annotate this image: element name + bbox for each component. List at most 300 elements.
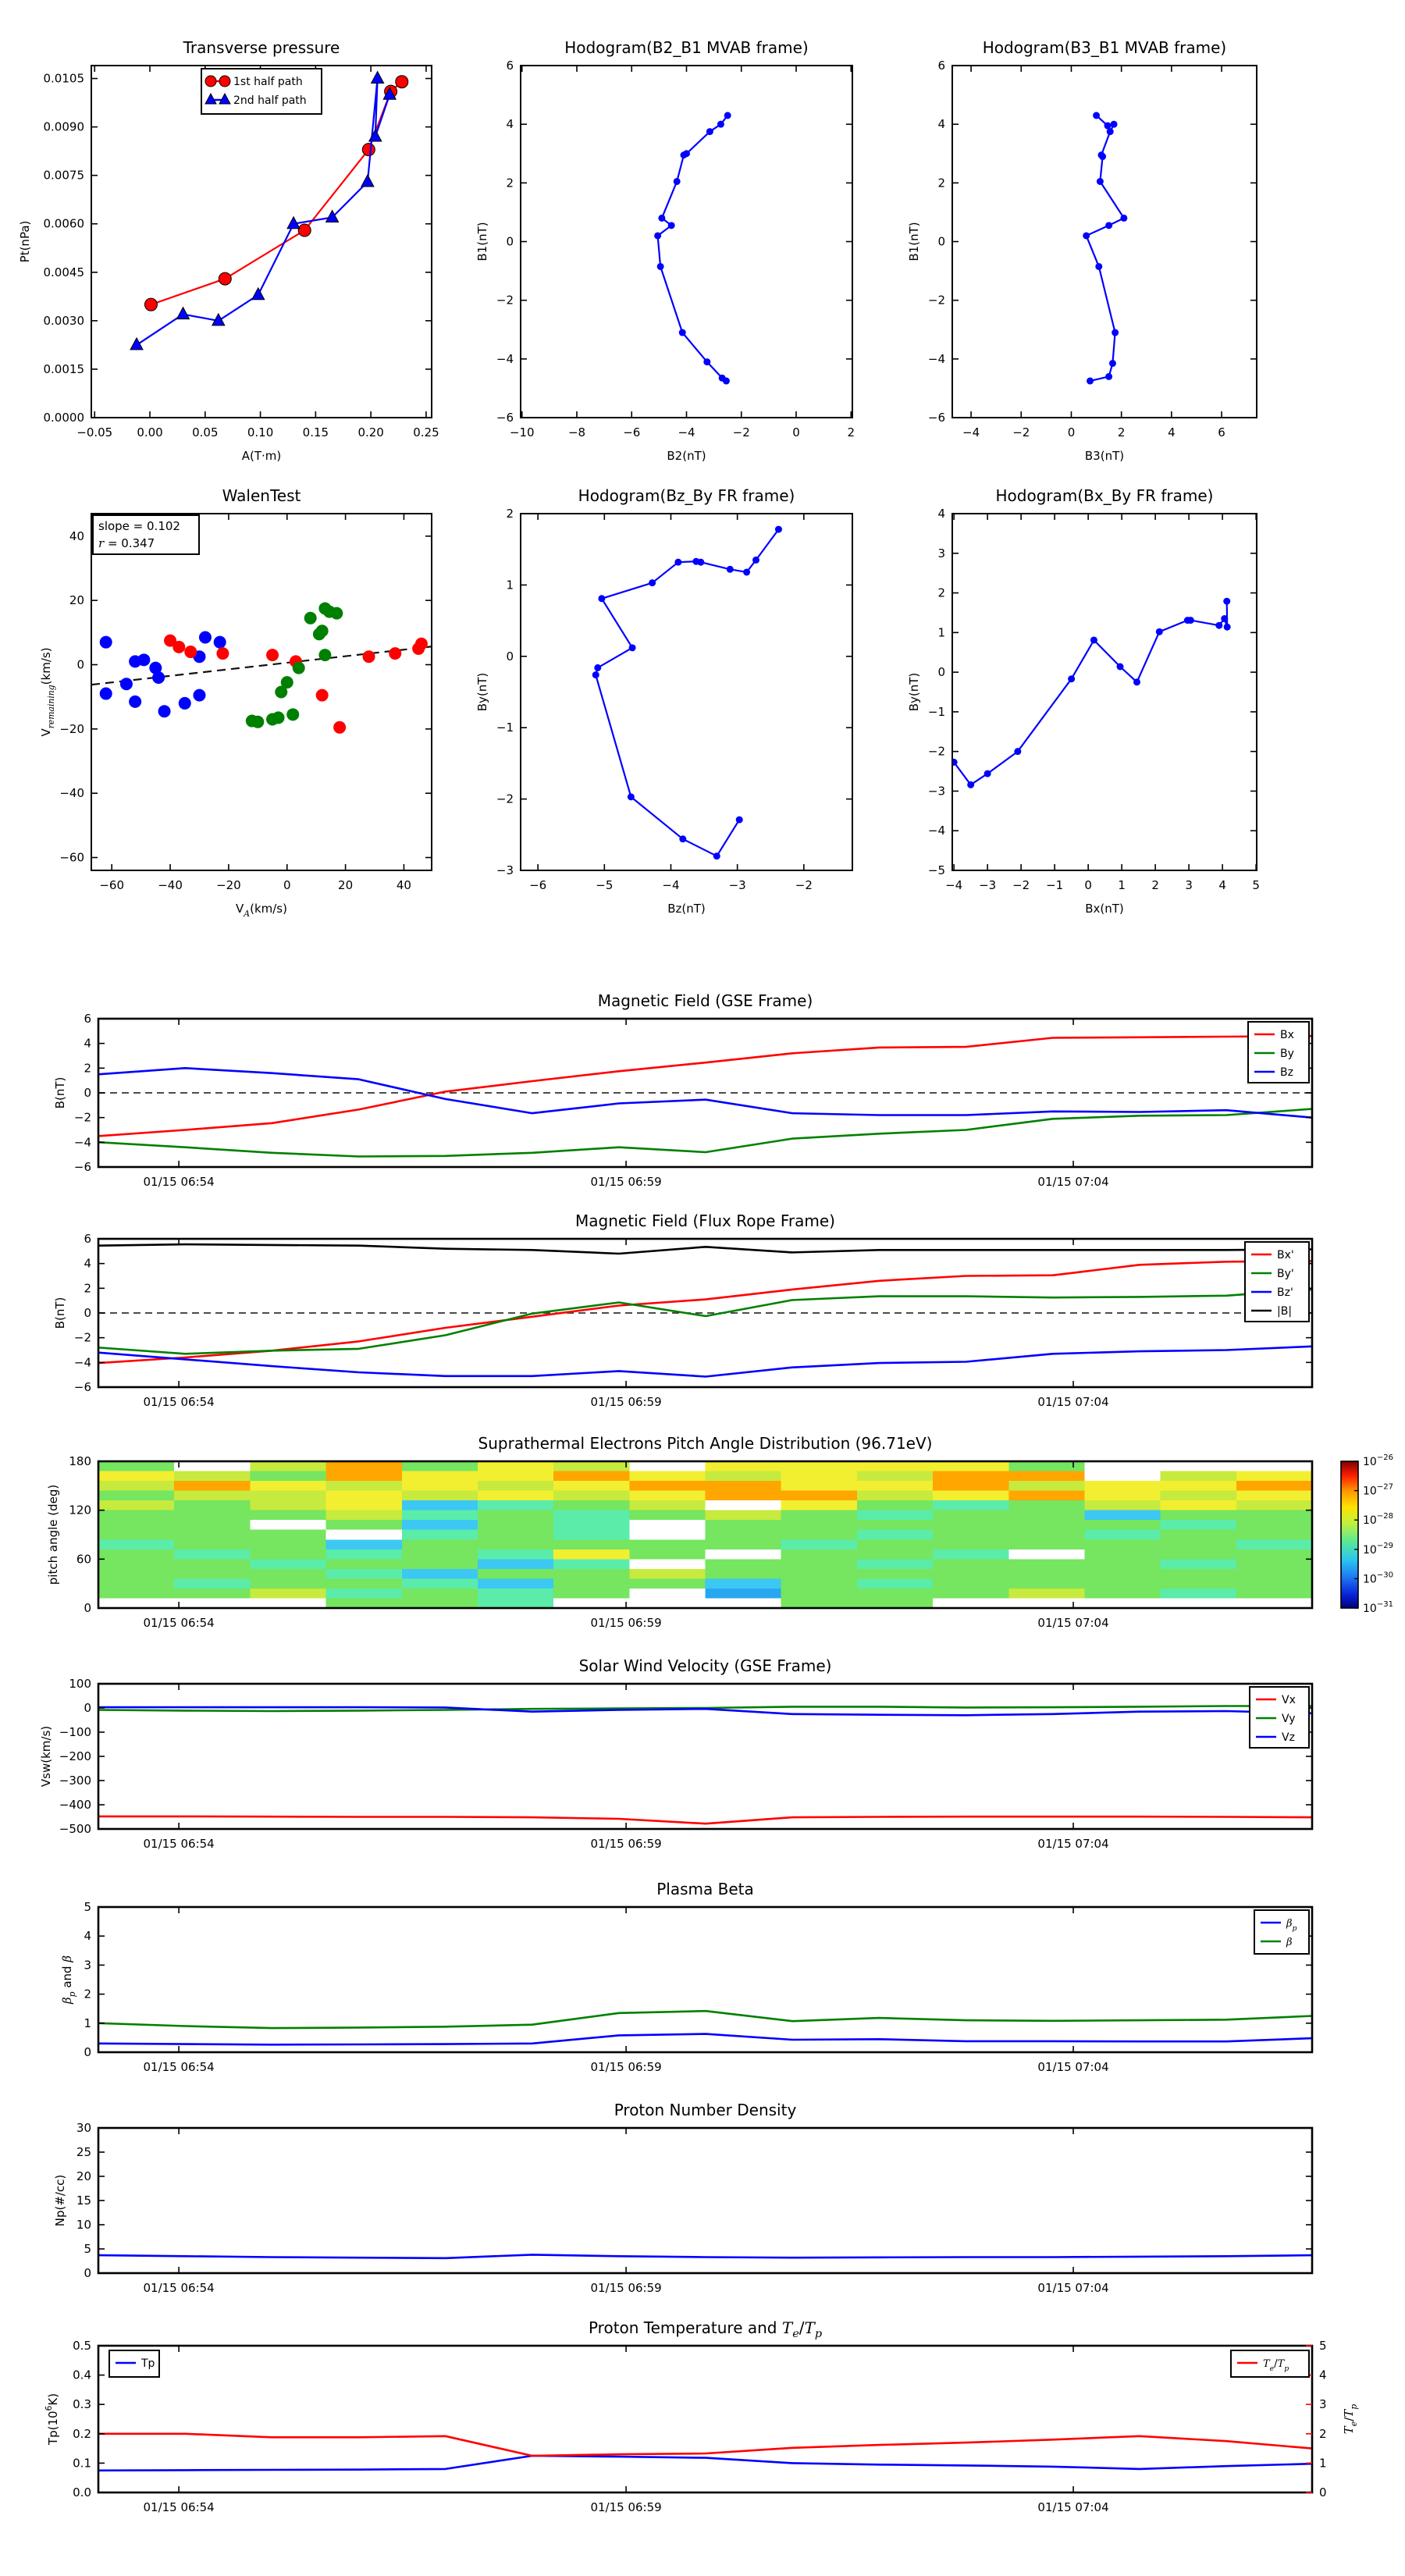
plot-element: −6 — [496, 411, 514, 425]
heatmap-cell — [174, 1491, 251, 1501]
plot-element: −2 — [496, 792, 514, 806]
panel-title — [578, 486, 795, 505]
y-tick-label — [69, 529, 84, 543]
legend — [1254, 1910, 1309, 1954]
panel-title — [478, 1434, 933, 1453]
heatmap-cell — [629, 1578, 706, 1589]
legend-label — [1280, 1029, 1294, 1041]
panel-magnetic-field-gse — [53, 991, 1312, 1189]
heatmap-cell — [402, 1491, 478, 1501]
legend-label — [1286, 1937, 1293, 1948]
heatmap-cell — [781, 1598, 858, 1608]
plot-element: Plasma Beta — [656, 1880, 754, 1898]
x-axis-label — [667, 449, 706, 463]
heatmap-cell — [1008, 1539, 1085, 1550]
heatmap-cell — [402, 1589, 478, 1599]
y-tick-label — [937, 586, 945, 600]
series-beta — [98, 2011, 1312, 2028]
heatmap-cell — [1236, 1520, 1313, 1530]
scatter-point — [389, 647, 401, 660]
axis-ticks — [952, 514, 1257, 870]
heatmap-cell — [174, 1520, 251, 1530]
plot-element: 15 — [76, 2194, 91, 2208]
heatmap-cell — [1008, 1500, 1085, 1510]
panel-pitch-angle-distribution — [46, 1434, 1393, 1630]
heatmap-cell — [478, 1481, 554, 1491]
heatmap-cell — [250, 1481, 326, 1491]
y-tick-label — [73, 2397, 91, 2411]
heatmap-cell — [402, 1461, 478, 1471]
plot-element: −3 — [927, 784, 945, 799]
plot-element: / — [1342, 2417, 1356, 2421]
series-Bx_By — [951, 598, 1231, 788]
plot-element: −4 — [962, 425, 980, 439]
plot-element: 6 — [84, 1012, 91, 1026]
heatmap-cell — [706, 1589, 782, 1599]
plot-element: −1 — [496, 720, 514, 735]
heatmap-cell — [478, 1530, 554, 1540]
plot-element: 01/15 06:59 — [590, 1395, 662, 1409]
heatmap-cell — [1236, 1461, 1313, 1471]
heatmap-cell — [1161, 1500, 1237, 1510]
y-tick-label — [84, 1958, 91, 1972]
plot-border — [91, 514, 432, 870]
plot-element: Proton Temperature and — [588, 2318, 782, 2337]
plot-element: 40 — [69, 528, 84, 543]
plot-border — [98, 1684, 1312, 1829]
data-point-triangle — [176, 308, 189, 319]
plot-element: 20 — [69, 593, 84, 608]
heatmap-cell — [98, 1550, 175, 1560]
plot-element: T — [1277, 2358, 1285, 2370]
heatmap-cell — [553, 1530, 630, 1540]
y-tick-label — [74, 1355, 91, 1369]
y-tick-label — [937, 625, 945, 639]
data-point-dot — [594, 664, 601, 671]
series-line — [98, 2434, 1312, 2456]
x-tick-label — [590, 1175, 661, 1189]
heatmap-cell — [326, 1550, 403, 1560]
heatmap-cell — [478, 1550, 554, 1560]
heatmap-cell — [781, 1530, 858, 1540]
legend-label — [1277, 1305, 1292, 1318]
y-axis-label — [53, 1077, 67, 1109]
plot-element: (km/s) — [250, 902, 287, 916]
plot-element: Proton Number Density — [614, 2101, 797, 2119]
plot-element: T — [1263, 2358, 1270, 2370]
heatmap-cell — [553, 1520, 630, 1530]
y-tick-label — [76, 2218, 91, 2232]
heatmap-cell — [1084, 1598, 1161, 1608]
heatmap-cell — [706, 1569, 782, 1579]
data-point-dot — [1014, 748, 1021, 755]
plot-element: 0.0030 — [43, 313, 84, 328]
y-tick-label — [84, 1281, 91, 1295]
heatmap-cell — [98, 1520, 175, 1530]
x-tick-label — [590, 1837, 661, 1851]
plot-element: 1 — [1319, 2456, 1327, 2471]
plot-element: 20 — [338, 878, 354, 892]
y-tick-label — [69, 1454, 91, 1468]
plot-element: p — [1284, 2364, 1289, 2373]
scatter-point — [316, 624, 329, 637]
plot-element: A — [244, 909, 251, 919]
data-point-dot — [674, 559, 681, 566]
plot-element: 01/15 06:59 — [590, 1175, 662, 1189]
plot-element: −28 — [1376, 1512, 1394, 1521]
panel-title — [575, 1212, 835, 1230]
plot-element: Hodogram(B3_B1 MVAB frame) — [982, 38, 1227, 57]
plot-element: 01/15 07:04 — [1037, 1837, 1109, 1851]
plot-element: −0.05 — [76, 425, 113, 439]
plot-element: 1 — [1118, 878, 1126, 892]
plot-element: 10 — [1363, 1485, 1377, 1498]
y-tick-label — [74, 1111, 91, 1125]
panel-title — [579, 1656, 832, 1675]
heatmap-cell — [629, 1598, 706, 1608]
heatmap-cell — [781, 1461, 858, 1471]
plot-element: 2 — [84, 1987, 91, 2001]
data-point-dot — [723, 378, 730, 385]
series-line — [596, 529, 778, 856]
x-tick-label — [1185, 878, 1193, 892]
series-line — [98, 2456, 1312, 2471]
heatmap-cell — [402, 1530, 478, 1540]
heatmap-cell — [326, 1530, 403, 1540]
x-tick-label — [568, 425, 585, 439]
data-point-circle — [144, 298, 157, 311]
plot-element: V — [39, 728, 53, 737]
heatmap-cell — [326, 1578, 403, 1589]
x-tick-label — [1037, 2060, 1108, 2074]
x-tick-label — [1218, 425, 1225, 439]
y-tick-label — [76, 2121, 91, 2135]
series-line — [98, 2034, 1312, 2045]
heatmap-cell — [933, 1559, 1009, 1569]
y-tick-label — [44, 411, 85, 425]
heatmap-cell — [478, 1598, 554, 1608]
plot-element: −1 — [1046, 878, 1064, 892]
y-tick-label — [496, 792, 514, 806]
legend-label — [1277, 1268, 1294, 1280]
heatmap-cell — [402, 1520, 478, 1530]
colorbar-tick-label — [1363, 1571, 1393, 1585]
heatmap-cell — [402, 1598, 478, 1608]
heatmap-cell — [553, 1471, 630, 1482]
legend — [1248, 1022, 1309, 1083]
plot-element: T — [1342, 2426, 1356, 2435]
heatmap-cell — [1008, 1589, 1085, 1599]
heatmap-cell — [553, 1559, 630, 1569]
y-tick-label — [496, 294, 514, 308]
plot-element: 4 — [506, 117, 514, 132]
panel-title — [598, 991, 813, 1010]
y-axis-label — [39, 647, 56, 736]
plot-element: 01/15 07:04 — [1037, 1616, 1109, 1630]
plot-border — [952, 66, 1257, 418]
data-point-dot — [703, 358, 710, 365]
panel-title — [995, 486, 1213, 505]
y-tick-label — [496, 863, 514, 877]
plot-element: 10 — [1363, 1603, 1377, 1615]
heatmap-cell — [781, 1550, 858, 1560]
plot-element: −4 — [73, 1355, 91, 1370]
heatmap-cell — [857, 1578, 934, 1589]
heatmap-cell — [706, 1461, 782, 1471]
plot-element: 0 — [506, 234, 514, 249]
heatmap-cell — [250, 1589, 326, 1599]
heatmap-cell — [98, 1461, 175, 1471]
panel-proton-number-density — [53, 2101, 1312, 2295]
x-tick-label — [510, 425, 535, 439]
y-tick-label — [84, 2266, 91, 2280]
right-tick-label — [1319, 2485, 1327, 2500]
heatmap-cell — [478, 1559, 554, 1569]
y-tick-label — [44, 362, 85, 376]
plot-element: −27 — [1376, 1482, 1394, 1492]
heatmap-cell — [402, 1569, 478, 1579]
heatmap-cell — [174, 1539, 251, 1550]
plot-element: 0.1 — [73, 2456, 91, 2471]
x-tick-label — [247, 425, 273, 439]
data-point-dot — [1223, 598, 1230, 605]
series-line — [658, 116, 728, 381]
scatter-point — [100, 688, 112, 700]
heatmap-cell — [706, 1530, 782, 1540]
heatmap-cell — [1161, 1491, 1237, 1501]
data-point-dot — [1116, 664, 1123, 671]
heatmap-cell — [629, 1500, 706, 1510]
scatter-point — [316, 689, 329, 702]
scatter-point — [266, 649, 279, 661]
data-point-dot — [1156, 628, 1163, 635]
heatmap-cell — [1161, 1481, 1237, 1491]
plot-element: 01/15 06:54 — [143, 2060, 215, 2074]
heatmap-cell — [402, 1539, 478, 1550]
y-tick-label — [928, 705, 945, 719]
plot-element: 30 — [76, 2121, 91, 2135]
plot-element: Vx — [1282, 1694, 1296, 1706]
heatmap-cell — [326, 1461, 403, 1471]
heatmap-cell — [1161, 1510, 1237, 1521]
heatmap-cell — [250, 1539, 326, 1550]
plot-element: 01/15 06:59 — [590, 2060, 662, 2074]
data-point-dot — [592, 671, 599, 678]
heatmap-cell — [98, 1569, 175, 1579]
heatmap-cell — [326, 1471, 403, 1482]
plot-element: −3 — [496, 863, 514, 877]
x-tick-label — [979, 878, 996, 892]
x-tick-label — [847, 425, 855, 439]
plot-element: 2 — [1117, 425, 1126, 439]
annotation-line — [98, 519, 180, 533]
series-line — [98, 1244, 1312, 1254]
heatmap-cell — [553, 1510, 630, 1521]
legend — [1245, 1242, 1309, 1322]
plot-element: 10 — [1363, 1573, 1377, 1586]
heatmap-cell — [250, 1471, 326, 1482]
axis-ticks — [521, 514, 852, 870]
scatter-point — [293, 662, 305, 674]
plot-element: −20 — [59, 721, 84, 736]
x-tick-label — [144, 1395, 215, 1409]
data-point-triangle — [369, 130, 382, 141]
heatmap-cell — [629, 1520, 706, 1530]
scatter-first-third — [100, 632, 226, 718]
heatmap-cell — [250, 1491, 326, 1501]
plot-element: 0 — [937, 234, 945, 249]
scatter-point — [137, 653, 150, 666]
plot-element: e — [1349, 2421, 1359, 2427]
x-axis-label — [667, 902, 706, 916]
heatmap-cell — [478, 1461, 554, 1471]
plot-element: 10 — [76, 2218, 91, 2232]
plot-element: Np(#/cc) — [53, 2174, 67, 2227]
heatmap-cell — [629, 1589, 706, 1599]
y-tick-label — [84, 1929, 91, 1943]
heatmap-cell — [1161, 1578, 1237, 1589]
series-line — [98, 1816, 1312, 1823]
data-point-triangle — [372, 72, 384, 84]
plot-element: 0 — [84, 1306, 91, 1320]
heatmap-cell — [1236, 1578, 1313, 1589]
x-tick-label — [397, 878, 411, 892]
heatmap-cell — [326, 1510, 403, 1521]
plot-element: −40 — [158, 878, 183, 892]
heatmap-cell — [781, 1569, 858, 1579]
plot-element: 01/15 07:04 — [1037, 2281, 1109, 2295]
heatmap-cell — [1236, 1500, 1313, 1510]
plot-element: 2nd half path — [233, 94, 307, 107]
panel-solar-wind-velocity — [39, 1656, 1312, 1851]
x-tick-label — [158, 878, 183, 892]
heatmap-cell — [174, 1550, 251, 1560]
x-tick-label — [192, 425, 218, 439]
plot-element: −5 — [596, 878, 614, 892]
plot-element: −60 — [99, 878, 125, 892]
plot-element: 5 — [1252, 878, 1260, 892]
scatter-point — [214, 636, 226, 649]
x-tick-label — [144, 2500, 215, 2514]
y-tick-label — [937, 235, 945, 249]
heatmap-cell — [781, 1578, 858, 1589]
heatmap-cell — [933, 1550, 1009, 1560]
heatmap-cell — [781, 1500, 858, 1510]
plot-element: 4 — [937, 507, 945, 521]
scatter-point — [272, 711, 285, 724]
y-tick-label — [59, 1725, 91, 1739]
scatter-point — [199, 632, 212, 644]
y-axis-label — [475, 673, 489, 712]
plot-element: Bx — [1280, 1029, 1294, 1041]
plot-element: 0 — [84, 1701, 91, 1715]
scatter-point — [158, 705, 171, 717]
x-tick-label — [1168, 425, 1176, 439]
x-tick-label — [137, 425, 162, 439]
plot-element: By(nT) — [475, 672, 489, 712]
annotation-box — [93, 515, 199, 554]
heatmap-cell — [402, 1500, 478, 1510]
y-tick-label — [76, 2169, 91, 2183]
heatmap-cell — [98, 1471, 175, 1482]
legend-label — [233, 76, 303, 88]
data-point-dot — [1221, 615, 1228, 622]
data-point-dot — [984, 770, 991, 777]
data-point-dot — [1093, 112, 1100, 119]
legend-label — [233, 94, 307, 107]
heatmap-cell — [174, 1589, 251, 1599]
heatmap-cell — [706, 1520, 782, 1530]
plot-element: −200 — [59, 1749, 91, 1763]
legend-label — [1282, 1694, 1296, 1706]
plot-element: −2 — [795, 878, 813, 892]
legend-label — [1277, 1286, 1293, 1299]
heatmap-cell — [933, 1461, 1009, 1471]
plot-element: 0 — [84, 1086, 91, 1100]
y-tick-label — [59, 851, 84, 865]
heatmap-cell — [553, 1569, 630, 1579]
plot-element: 01/15 06:54 — [143, 1175, 215, 1189]
axis-ticks — [98, 1684, 1312, 1829]
heatmap-cell — [553, 1589, 630, 1599]
x-tick-label — [733, 425, 750, 439]
y-tick-label — [506, 59, 514, 73]
x-tick-label — [962, 425, 980, 439]
data-point-triangle — [252, 288, 265, 300]
heatmap-cell — [1236, 1481, 1313, 1491]
heatmap-cell — [933, 1539, 1009, 1550]
panel-title — [656, 1880, 754, 1898]
y-axis-label — [39, 1726, 53, 1787]
heatmap-cell — [857, 1559, 934, 1569]
data-point-dot — [743, 568, 750, 575]
plot-element: 0 — [76, 657, 84, 672]
y-tick-label — [937, 546, 945, 560]
plot-element: 40 — [396, 878, 411, 892]
heatmap-cell — [629, 1461, 706, 1471]
heatmap — [98, 1461, 1313, 1609]
panel-proton-temperature — [44, 2318, 1359, 2514]
heatmap-cell — [781, 1520, 858, 1530]
y-tick-label — [84, 1701, 91, 1715]
heatmap-cell — [857, 1510, 934, 1521]
plot-element: Bx(nT) — [1085, 902, 1124, 916]
heatmap-cell — [553, 1550, 630, 1560]
plot-element: 0.0000 — [43, 411, 84, 425]
heatmap-cell — [1084, 1481, 1161, 1491]
x-axis-label — [1085, 902, 1124, 916]
heatmap-cell — [1084, 1550, 1161, 1560]
panel-title — [183, 38, 340, 57]
heatmap-cell — [857, 1569, 934, 1579]
heatmap-cell — [706, 1578, 782, 1589]
scatter-point — [333, 721, 346, 734]
plot-element: B(nT) — [53, 1297, 67, 1329]
data-point-circle — [396, 76, 408, 88]
heatmap-cell — [1161, 1471, 1237, 1482]
right-tick-label — [1319, 2368, 1327, 2382]
data-point-dot — [1187, 617, 1194, 624]
plot-element: Hodogram(Bx_By FR frame) — [995, 486, 1214, 505]
scatter-point — [216, 647, 229, 660]
plot-element: Solar Wind Velocity (GSE Frame) — [578, 1656, 832, 1675]
plot-element: B3(nT) — [1084, 449, 1125, 463]
plot-element: Tp(10 — [46, 2411, 60, 2446]
panel-title — [614, 2101, 797, 2119]
heatmap-cell — [933, 1481, 1009, 1491]
plot-element: K) — [46, 2393, 60, 2406]
heatmap-cell — [1008, 1510, 1085, 1521]
